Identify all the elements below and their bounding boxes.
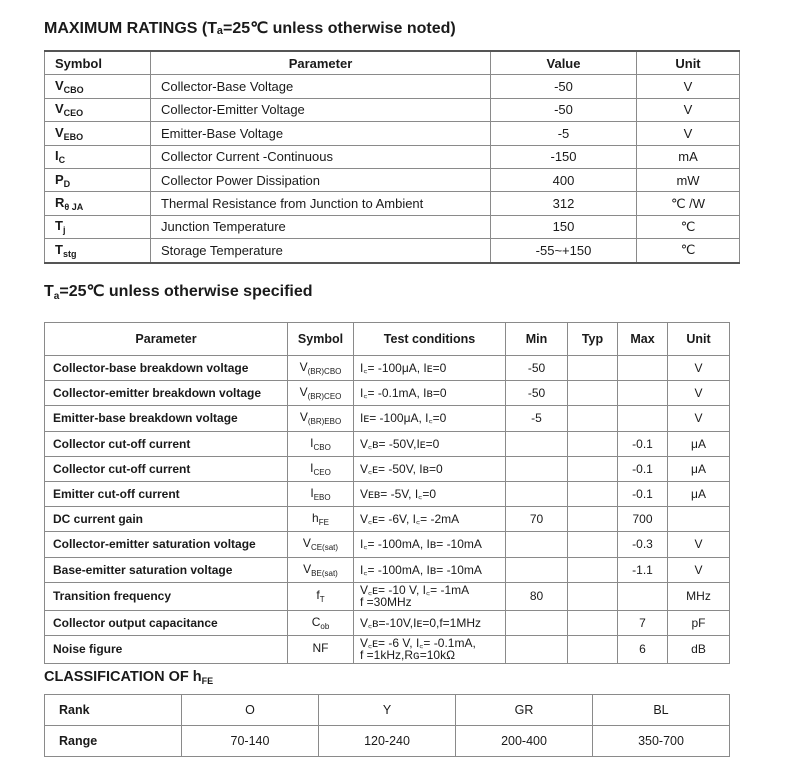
table-row [45,122,740,145]
unit-cell: ℃ [637,215,740,238]
typ-cell [568,610,618,635]
test-conditions-cell: V꜀ᴇ= -6 V, I꜀= -0.1mA, f =1kHz,Rɢ=10kΩ [354,635,506,663]
table-row [45,532,730,557]
symbol-subscript: FE [318,518,329,528]
table-row [45,456,730,481]
table-row [45,98,740,121]
min-cell [506,431,568,456]
table-header-row [45,323,730,356]
column-header-parameter: Parameter [151,51,491,75]
value-cell: 400 [491,168,637,191]
column-header-unit: Unit [668,323,730,356]
symbol-main: V [55,78,64,94]
title-rest: =25℃ unless otherwise specified [59,283,313,300]
unit-cell [668,507,730,532]
parameter-cell: Collector-Emitter Voltage [151,98,491,121]
hfe-classification-table [44,694,730,757]
symbol-subscript: (BR)EBO [307,417,342,427]
parameter-cell: Collector-base breakdown voltage [45,356,288,381]
symbol-cell [288,406,354,431]
value-cell: -150 [491,145,637,168]
parameter-cell: Base-emitter saturation voltage [45,557,288,582]
symbol-cell [288,557,354,582]
table-row [45,168,740,191]
unit-cell: ℃ /W [637,192,740,215]
max-cell: -0.1 [618,481,668,506]
column-header-unit: Unit [637,51,740,75]
parameter-cell: Thermal Resistance from Junction to Ambient [151,192,491,215]
unit-cell: V [637,98,740,121]
symbol-main: C [311,614,321,629]
rank-cell: O [182,695,319,726]
table-row [45,192,740,215]
table-row [45,635,730,663]
symbol-subscript: stg [62,248,77,259]
test-conditions-cell: V꜀ᴇ= -10 V, I꜀= -1mA f =30MHz [354,582,506,610]
electrical-characteristics-table [44,322,730,664]
column-header-symbol: Symbol [45,51,151,75]
symbol-subscript: C [58,155,66,166]
symbol-subscript: (BR)CBO [307,367,342,377]
range-cell: 200-400 [456,726,593,757]
parameter-cell: Collector-emitter breakdown voltage [45,381,288,406]
symbol-main: R [55,195,65,211]
value-cell: -5 [491,122,637,145]
title-main: T [44,283,54,300]
min-cell: -5 [506,406,568,431]
typ-cell [568,557,618,582]
value-cell: -50 [491,75,637,98]
unit-cell: V [668,356,730,381]
symbol-subscript: CBO [63,85,84,96]
typ-cell [568,406,618,431]
unit-cell: μA [668,481,730,506]
symbol-cell [288,381,354,406]
unit-cell: V [637,75,740,98]
max-cell: 700 [618,507,668,532]
table-row [45,507,730,532]
symbol-subscript: CEO [313,467,331,477]
table-row [45,557,730,582]
unit-cell: V [668,557,730,582]
maximum-ratings-table [44,50,740,264]
max-cell: 7 [618,610,668,635]
min-cell: -50 [506,356,568,381]
symbol-cell [45,145,151,168]
symbol-cell [45,122,151,145]
unit-cell: ℃ [637,239,740,263]
symbol-cell [288,635,354,663]
unit-cell: V [637,122,740,145]
range-cell: 120-240 [319,726,456,757]
parameter-cell: Emitter cut-off current [45,481,288,506]
range-cell: 350-700 [593,726,730,757]
parameter-cell: Emitter-Base Voltage [151,122,491,145]
parameter-cell: Collector Current -Continuous [151,145,491,168]
parameter-cell: Emitter-base breakdown voltage [45,406,288,431]
column-header-parameter: Parameter [45,323,288,356]
symbol-subscript: CEO [63,108,84,119]
symbol-main: I [310,460,314,475]
max-cell: -0.1 [618,456,668,481]
parameter-cell: Collector cut-off current [45,431,288,456]
max-cell: -1.1 [618,557,668,582]
column-header-value: Value [491,51,637,75]
symbol-cell [288,610,354,635]
typ-cell [568,635,618,663]
test-conditions-cell: I꜀= -0.1mA, Iʙ=0 [354,381,506,406]
value-cell: 312 [491,192,637,215]
test-conditions-cell: V꜀ᴇ= -50V, Iʙ=0 [354,456,506,481]
parameter-cell: Collector-emitter saturation voltage [45,532,288,557]
typ-cell [568,532,618,557]
typ-cell [568,456,618,481]
min-cell [506,635,568,663]
table-row [45,239,740,263]
parameter-cell: Collector output capacitance [45,610,288,635]
symbol-cell [45,215,151,238]
column-header-test-conditions: Test conditions [354,323,506,356]
symbol-subscript: CBO [313,442,331,452]
symbol-cell [288,507,354,532]
parameter-cell: Junction Temperature [151,215,491,238]
min-cell [506,610,568,635]
table-row [45,75,740,98]
parameter-cell: DC current gain [45,507,288,532]
symbol-main: T [55,241,63,257]
max-cell [618,356,668,381]
test-conditions-cell: Iᴇ= -100μA, I꜀=0 [354,406,506,431]
max-cell [618,381,668,406]
max-cell: 6 [618,635,668,663]
parameter-cell: Collector cut-off current [45,456,288,481]
table-row [45,431,730,456]
symbol-cell [288,456,354,481]
min-cell [506,481,568,506]
typ-cell [568,381,618,406]
rank-cell: GR [456,695,593,726]
symbol-cell [45,192,151,215]
unit-cell: V [668,381,730,406]
range-label: Range [45,726,182,757]
symbol-subscript: j [62,225,66,236]
symbol-main: I [55,148,59,164]
max-cell [618,406,668,431]
min-cell: -50 [506,381,568,406]
symbol-subscript: CE(sat) [310,543,339,553]
table-row [45,145,740,168]
column-header-symbol: Symbol [288,323,354,356]
symbol-main: V [299,410,308,425]
value-cell: -50 [491,98,637,121]
parameter-cell: Storage Temperature [151,239,491,263]
table-row [45,215,740,238]
symbol-main: I [310,435,314,450]
min-cell [506,557,568,582]
table-row [45,356,730,381]
unit-cell: μA [668,431,730,456]
max-cell [618,582,668,610]
test-conditions-cell: V꜀ʙ=-10V,Iᴇ=0,f=1MHz [354,610,506,635]
symbol-main: V [299,360,308,375]
symbol-subscript: T [319,595,325,605]
symbol-main: V [302,536,311,551]
test-conditions-cell: Vᴇʙ= -5V, I꜀=0 [354,481,506,506]
min-cell: 80 [506,582,568,610]
parameter-cell: Transition frequency [45,582,288,610]
table-row [45,582,730,610]
symbol-subscript: BE(sat) [311,568,338,578]
symbol-main: P [55,171,64,187]
symbol-main: V [299,385,308,400]
range-cell: 70-140 [182,726,319,757]
test-conditions-cell: V꜀ʙ= -50V,Iᴇ=0 [354,431,506,456]
value-cell: -55~+150 [491,239,637,263]
symbol-cell [45,98,151,121]
test-conditions-cell: I꜀= -100mA, Iʙ= -10mA [354,532,506,557]
symbol-main: NF [312,641,329,656]
title-main: CLASSIFICATION OF h [44,669,202,685]
parameter-cell: Collector Power Dissipation [151,168,491,191]
symbol-cell [45,75,151,98]
unit-cell: μA [668,456,730,481]
column-header-min: Min [506,323,568,356]
symbol-subscript: ob [320,621,330,631]
max-cell: -0.3 [618,532,668,557]
column-header-max: Max [618,323,668,356]
test-conditions-cell: I꜀= -100mA, Iʙ= -10mA [354,557,506,582]
unit-cell: V [668,406,730,431]
range-row [45,726,730,757]
min-cell [506,456,568,481]
title-subscript: FE [201,676,214,686]
symbol-subscript: EBO [63,131,84,142]
rank-cell: BL [593,695,730,726]
min-cell [506,532,568,557]
symbol-subscript: θ JA [64,202,84,213]
table-row [45,381,730,406]
unit-cell: mW [637,168,740,191]
parameter-cell: Noise figure [45,635,288,663]
symbol-cell [45,168,151,191]
conditions-title [44,281,313,302]
typ-cell [568,431,618,456]
symbol-subscript: EBO [313,493,331,503]
classification-title [44,669,213,686]
table-header-row [45,51,740,75]
symbol-cell [45,239,151,263]
test-conditions-cell: I꜀= -100μA, Iᴇ=0 [354,356,506,381]
symbol-cell [288,431,354,456]
symbol-subscript: D [63,178,71,189]
title-subscript: a [53,291,60,302]
rank-row [45,695,730,726]
table-row [45,610,730,635]
symbol-main: T [55,218,63,234]
unit-cell: MHz [668,582,730,610]
rank-cell: Y [319,695,456,726]
rank-label: Rank [45,695,182,726]
symbol-main: I [310,486,314,501]
symbol-main: f [316,588,320,603]
column-header-typ: Typ [568,323,618,356]
typ-cell [568,481,618,506]
symbol-cell [288,481,354,506]
symbol-cell [288,582,354,610]
typ-cell [568,582,618,610]
unit-cell: pF [668,610,730,635]
table-row [45,481,730,506]
table-row [45,406,730,431]
symbol-subscript: (BR)CEO [307,392,342,402]
symbol-main: V [303,561,312,576]
symbol-cell [288,356,354,381]
typ-cell [568,507,618,532]
unit-cell: dB [668,635,730,663]
symbol-cell [288,532,354,557]
test-conditions-cell: V꜀ᴇ= -6V, I꜀= -2mA [354,507,506,532]
unit-cell: mA [637,145,740,168]
maximum-ratings-title: MAXIMUM RATINGS (Tₐ=25℃ unless otherwise noted) [44,20,456,37]
unit-cell: V [668,532,730,557]
symbol-main: h [312,511,319,526]
value-cell: 150 [491,215,637,238]
max-cell: -0.1 [618,431,668,456]
typ-cell [568,356,618,381]
min-cell: 70 [506,507,568,532]
symbol-main: V [55,124,64,140]
symbol-main: V [55,101,64,117]
parameter-cell: Collector-Base Voltage [151,75,491,98]
